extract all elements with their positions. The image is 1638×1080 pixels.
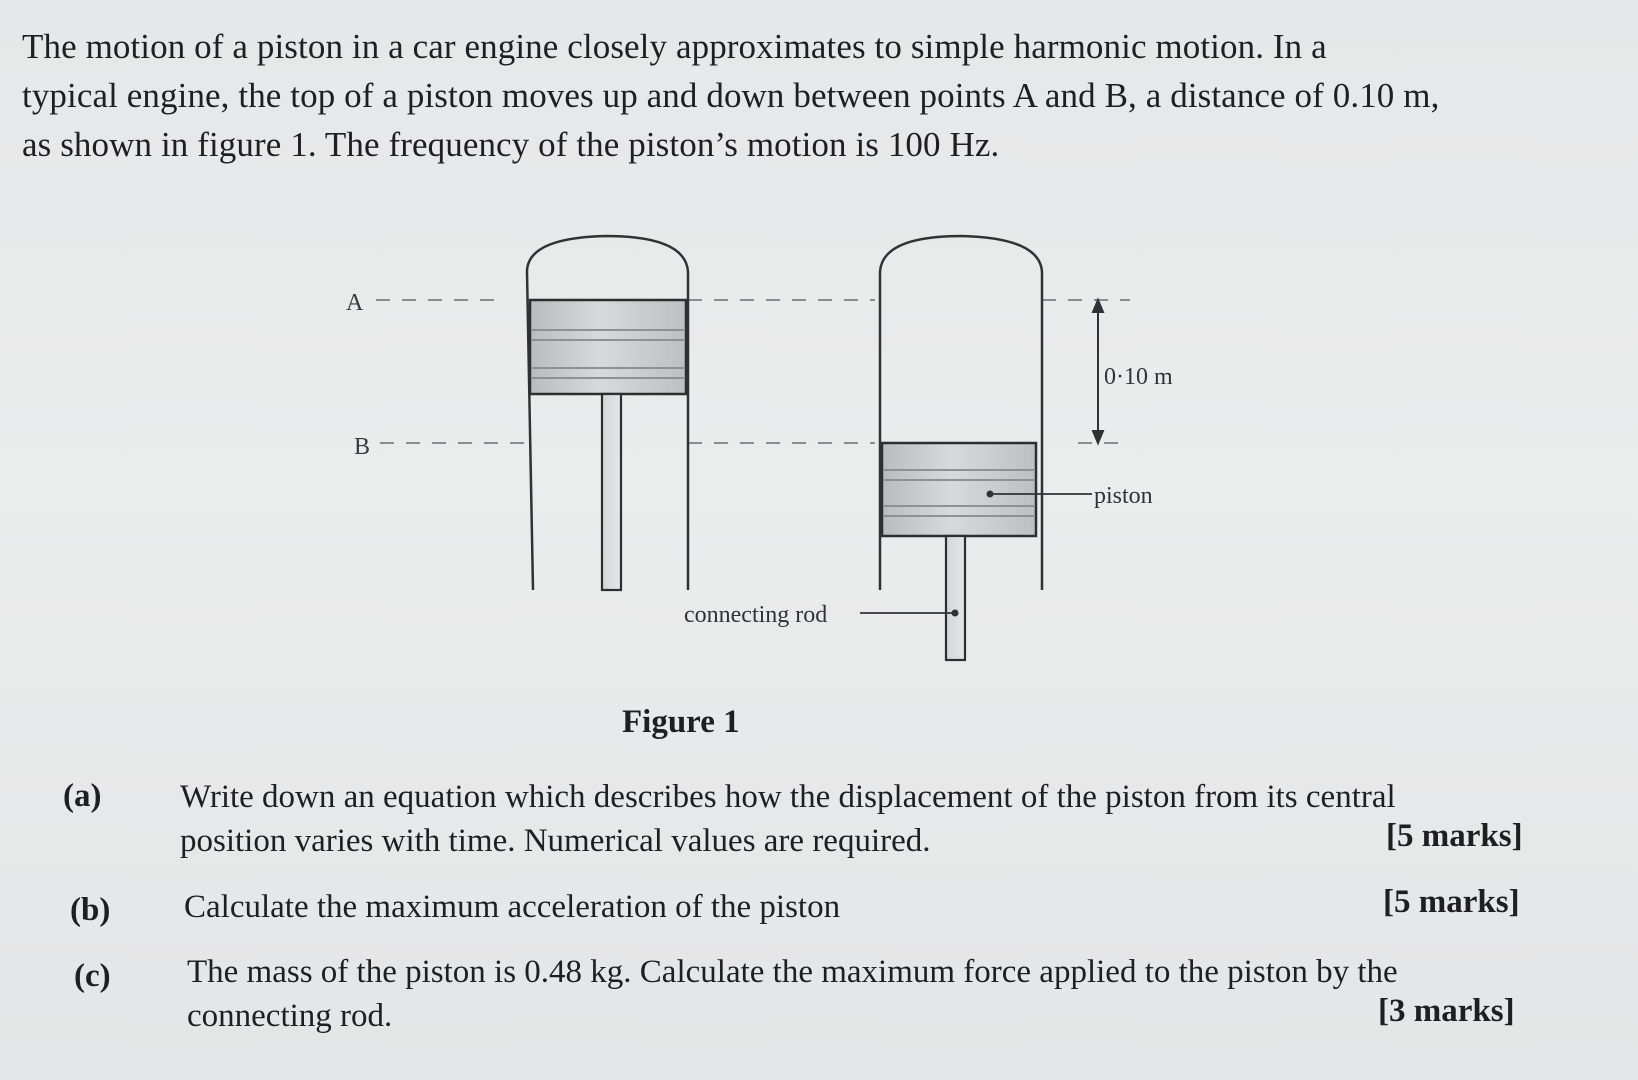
piston-left bbox=[530, 300, 686, 394]
question-c-label: (c) bbox=[74, 958, 111, 994]
rod-label: connecting rod bbox=[684, 602, 828, 628]
piston-label: piston bbox=[1094, 483, 1153, 509]
question-c-line-2: connecting rod. bbox=[187, 998, 393, 1034]
label-b: B bbox=[354, 434, 371, 460]
rod-right bbox=[946, 536, 965, 660]
question-b-line-1: Calculate the maximum acceleration of the piston bbox=[184, 889, 841, 925]
question-b-label: (b) bbox=[70, 892, 111, 928]
question-a-marks: [5 marks] bbox=[1386, 818, 1523, 854]
intro-line-2: typical engine, the top of a piston moves up and down between points A and B, a distance of 0.10 m, bbox=[22, 76, 1440, 115]
distance-arrow bbox=[1093, 300, 1103, 443]
figure-caption: Figure 1 bbox=[622, 704, 740, 740]
label-a: A bbox=[346, 290, 364, 316]
distance-label: 0·10 m bbox=[1104, 364, 1173, 390]
intro-line-3: as shown in figure 1. The frequency of the piston’s motion is 100 Hz. bbox=[22, 125, 1000, 164]
question-b-marks: [5 marks] bbox=[1383, 884, 1520, 920]
piston-right bbox=[882, 443, 1036, 536]
rod-left bbox=[602, 394, 621, 590]
intro-line-1: The motion of a piston in a car engine closely approximates to simple harmonic motion. In a bbox=[22, 27, 1327, 66]
question-c-marks: [3 marks] bbox=[1378, 993, 1515, 1029]
question-a-line-1: Write down an equation which describes how the displacement of the piston from its central bbox=[180, 779, 1396, 815]
rod-pointer bbox=[860, 610, 959, 617]
question-c-line-1: The mass of the piston is 0.48 kg. Calculate the maximum force applied to the piston by the bbox=[187, 954, 1398, 990]
question-a-label: (a) bbox=[63, 778, 102, 814]
question-a-line-2: position varies with time. Numerical values are required. bbox=[180, 823, 931, 859]
